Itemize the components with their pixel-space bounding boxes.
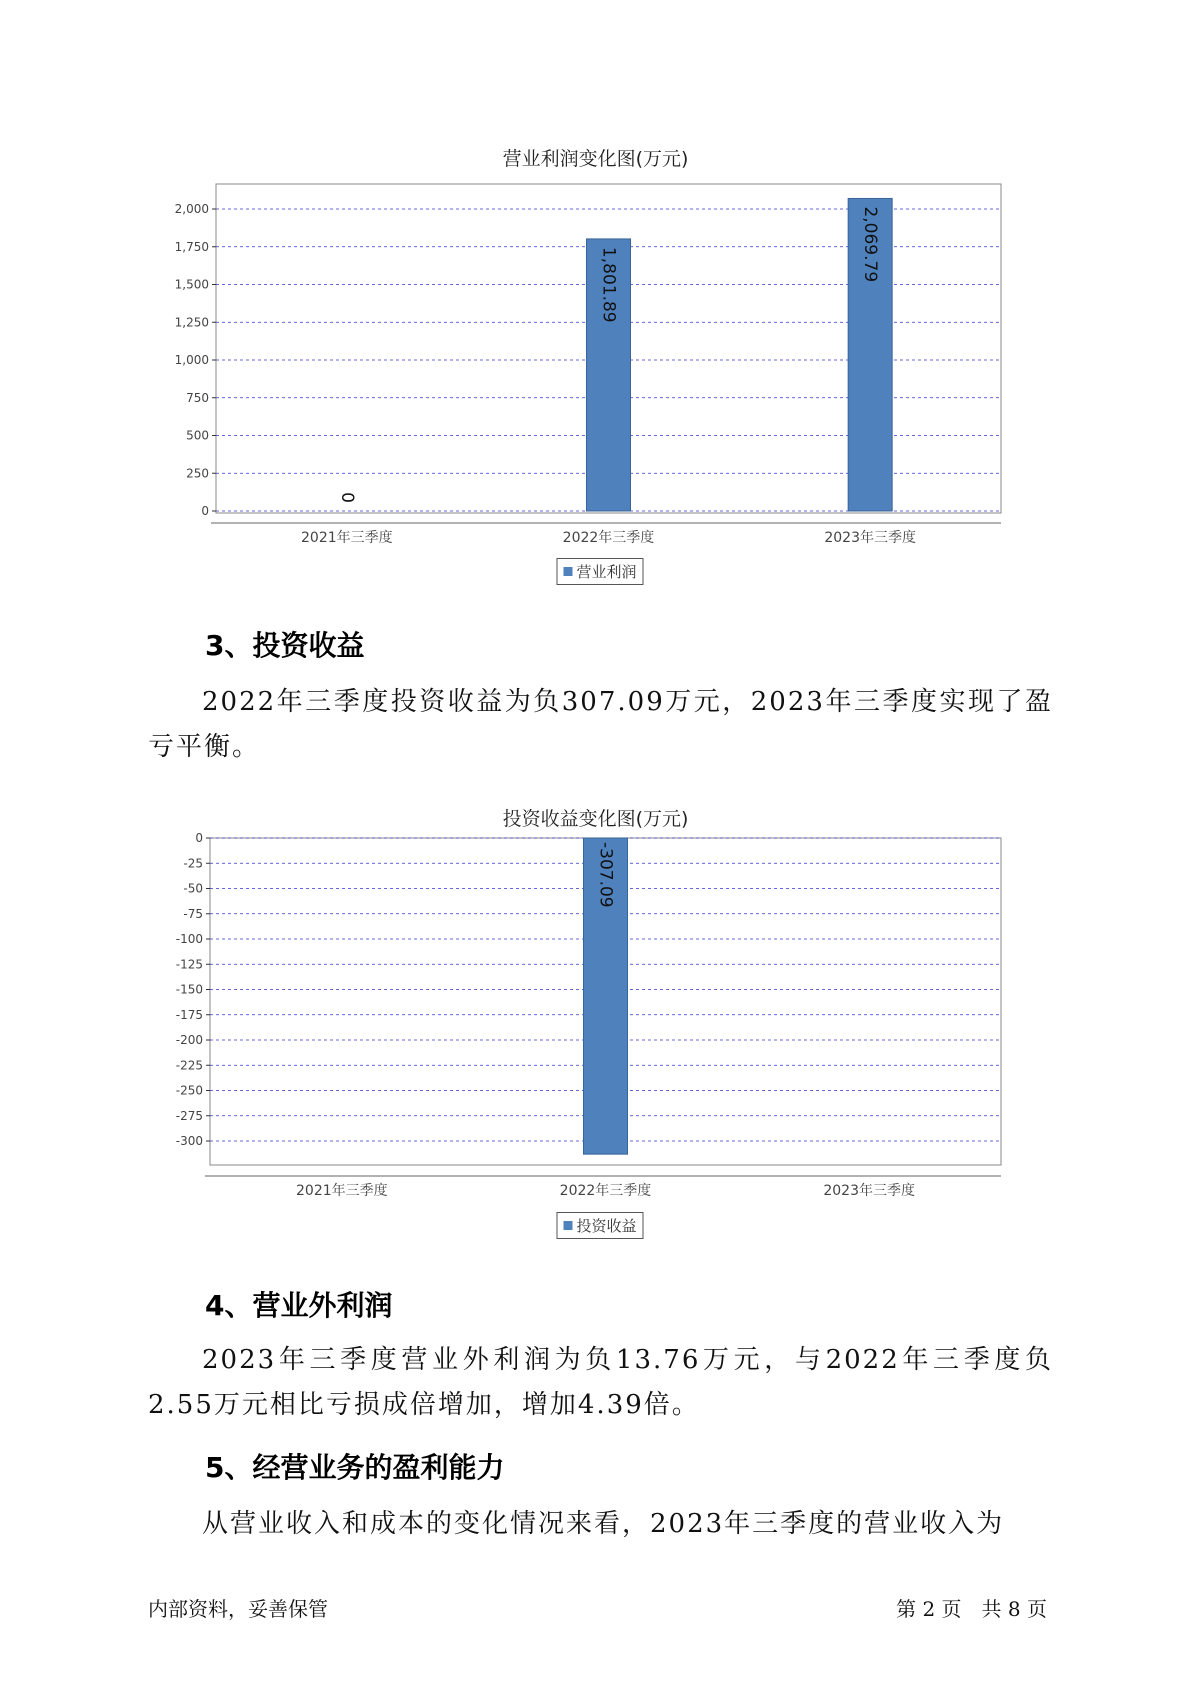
chart-legend bbox=[556, 1212, 643, 1239]
data-label: 1,801.89 bbox=[598, 246, 619, 323]
x-tick-label: 2023年三季度 bbox=[824, 530, 916, 546]
y-tick-label: -150 bbox=[175, 982, 203, 997]
x-tick-label: 2022年三季度 bbox=[562, 530, 655, 546]
chart-legend bbox=[556, 558, 643, 585]
y-tick-label: 1,750 bbox=[174, 239, 209, 254]
y-tick-label: -250 bbox=[175, 1083, 203, 1098]
y-tick-label: 750 bbox=[186, 390, 209, 405]
y-tick-label: 1,500 bbox=[174, 277, 209, 292]
section-text: 从营业收入和成本的变化情况来看，2023年三季度的营业收入为 bbox=[202, 1509, 1005, 1539]
chart-canvas bbox=[0, 760, 1191, 1250]
y-tick-label: -225 bbox=[175, 1058, 203, 1073]
y-tick-label: 0 bbox=[195, 831, 203, 845]
chart-title: 营业利润变化图(万元) bbox=[502, 148, 689, 170]
section-heading: 3、投资收益 bbox=[205, 629, 365, 662]
investment-income-chart bbox=[0, 760, 1191, 1250]
y-tick-label: 500 bbox=[186, 428, 209, 443]
legend-label: 营业利润 bbox=[576, 563, 637, 581]
section-heading: 5、经营业务的盈利能力 bbox=[205, 1451, 505, 1484]
y-tick-label: -275 bbox=[175, 1108, 203, 1123]
y-tick-label: -25 bbox=[183, 856, 203, 871]
legend-swatch bbox=[563, 567, 572, 576]
footer-right: 第 2 页 共 8 页 bbox=[896, 1597, 1047, 1621]
y-tick-label: 0 bbox=[201, 504, 209, 518]
y-tick-label: 250 bbox=[186, 466, 209, 481]
y-tick-label: 2,000 bbox=[174, 202, 209, 216]
x-tick-label: 2023年三季度 bbox=[823, 1183, 915, 1199]
y-tick-label: -100 bbox=[175, 932, 203, 946]
legend-swatch bbox=[563, 1221, 572, 1230]
y-tick-label: -175 bbox=[175, 1007, 203, 1022]
section-text: 2023年三季度营业外利润为负13.76万元，与2022年三季度负2.55万元相比亏损成倍增加，增加4.39倍。 bbox=[148, 1345, 1053, 1420]
data-label: 2,069.79 bbox=[860, 206, 881, 283]
y-tick-label: -200 bbox=[175, 1033, 203, 1047]
footer-left: 内部资料，妥善保管 bbox=[148, 1597, 328, 1621]
y-tick-label: -75 bbox=[183, 906, 203, 921]
operating-profit-chart bbox=[0, 0, 1191, 600]
section-text: 2022年三季度投资收益为负307.09万元，2023年三季度实现了盈亏平衡。 bbox=[148, 687, 1053, 762]
y-tick-label: -300 bbox=[175, 1134, 203, 1148]
x-tick-label: 2021年三季度 bbox=[296, 1183, 388, 1199]
legend-label: 投资收益 bbox=[576, 1217, 637, 1235]
y-tick-label: -125 bbox=[175, 957, 203, 972]
y-tick-label: 1,250 bbox=[174, 315, 209, 330]
section-heading: 4、营业外利润 bbox=[205, 1289, 393, 1322]
y-tick-label: 1,000 bbox=[174, 353, 209, 367]
chart-canvas bbox=[0, 0, 1191, 600]
y-tick-label: -50 bbox=[183, 881, 203, 896]
data-label: -307.09 bbox=[595, 842, 616, 908]
data-label: 0 bbox=[336, 492, 357, 503]
chart-title: 投资收益变化图(万元) bbox=[502, 808, 689, 830]
x-tick-label: 2021年三季度 bbox=[301, 530, 393, 546]
x-tick-label: 2022年三季度 bbox=[559, 1183, 652, 1199]
